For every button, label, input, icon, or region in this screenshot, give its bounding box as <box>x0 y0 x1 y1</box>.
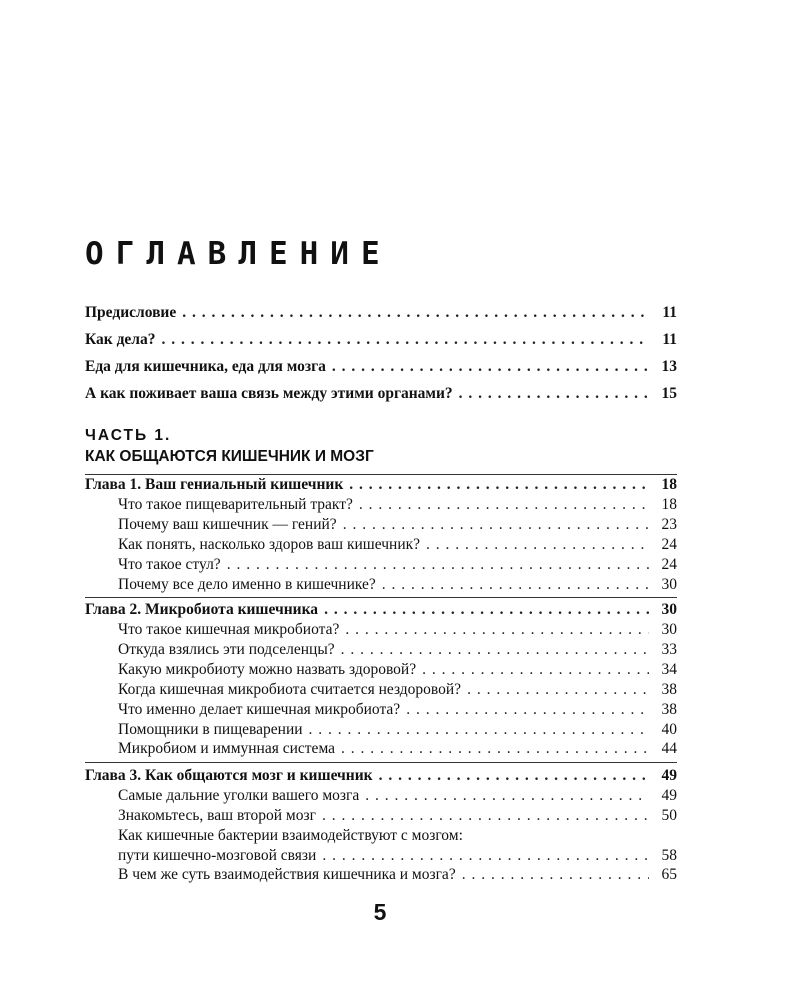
toc-section[interactable] <box>118 700 677 720</box>
section-page: 33 <box>661 641 677 658</box>
dot-leader <box>341 640 649 660</box>
dot-leader <box>322 846 649 866</box>
section-page: 50 <box>661 807 677 824</box>
toc-section[interactable] <box>118 575 677 595</box>
toc-entry-food[interactable] <box>85 357 677 377</box>
dot-leader <box>359 495 649 515</box>
toc-section[interactable] <box>118 535 677 555</box>
toc-entry-label: Предисловие <box>85 304 177 321</box>
page-title: ОГЛАВЛЕНИЕ <box>85 236 392 272</box>
toc-entry-label: А как поживает ваша связь между этими органами? <box>85 385 453 402</box>
section-label: Что именно делает кишечная микробиота? <box>118 701 401 718</box>
chapter-divider <box>85 762 677 763</box>
dot-leader <box>309 720 649 740</box>
dot-leader <box>343 515 649 535</box>
section-page: 65 <box>661 866 677 883</box>
toc-section[interactable] <box>118 846 677 866</box>
toc-section[interactable] <box>118 660 677 680</box>
section-page: 38 <box>661 701 677 718</box>
toc-entry-page: 15 <box>661 385 677 402</box>
section-page: 30 <box>661 576 677 593</box>
section-label: Что такое кишечная микробиота? <box>118 621 340 638</box>
section-label-first-line[interactable]: Как кишечные бактерии взаимодействуют с мозгом: <box>118 827 463 844</box>
toc-entry-page: 13 <box>661 358 677 375</box>
toc-section[interactable] <box>118 806 677 826</box>
page-number: 5 <box>373 899 387 925</box>
section-page: 23 <box>661 516 677 533</box>
dot-leader <box>422 660 649 680</box>
section-label: Какую микробиоту можно назвать здоровой? <box>118 661 417 678</box>
section-label: пути кишечно-мозговой связи <box>118 847 317 864</box>
part-title: КАК ОБЩАЮТСЯ КИШЕЧНИК И МОЗГ <box>85 448 374 465</box>
chapter-title: Глава 1. Ваш гениальный кишечник <box>85 476 344 493</box>
toc-section[interactable] <box>118 640 677 660</box>
toc-chapter-3[interactable] <box>85 766 677 786</box>
section-page: 34 <box>661 661 677 678</box>
toc-section[interactable] <box>118 865 677 885</box>
dot-leader <box>349 475 649 495</box>
dot-leader <box>162 330 649 350</box>
dot-leader <box>365 786 649 806</box>
toc-entry-how-are-you[interactable] <box>85 330 677 350</box>
toc-section[interactable] <box>118 495 677 515</box>
section-page: 24 <box>661 556 677 573</box>
section-label: Что такое пищеварительный тракт? <box>118 496 353 513</box>
toc-entry-connection[interactable] <box>85 384 677 404</box>
dot-leader <box>382 575 649 595</box>
dot-leader <box>345 620 649 640</box>
section-page: 38 <box>661 681 677 698</box>
chapter-divider <box>85 597 677 598</box>
toc-section[interactable] <box>118 720 677 740</box>
section-label: Что такое стул? <box>118 556 221 573</box>
section-label: Когда кишечная микробиота считается нездоровой? <box>118 681 462 698</box>
section-page: 40 <box>661 721 677 738</box>
section-label: В чем же суть взаимодействия кишечника и мозга? <box>118 866 456 883</box>
dot-leader <box>467 680 649 700</box>
toc-entry-foreword[interactable] <box>85 303 677 323</box>
dot-leader <box>462 865 649 885</box>
dot-leader <box>379 766 649 786</box>
toc-entry-label: Как дела? <box>85 331 156 348</box>
toc-section[interactable] <box>118 739 677 759</box>
section-label: Микробиом и иммунная система <box>118 740 336 757</box>
toc-entry-page: 11 <box>662 304 677 321</box>
toc-section[interactable] <box>118 786 677 806</box>
section-label: Как понять, насколько здоров ваш кишечник? <box>118 536 421 553</box>
chapter-page: 18 <box>661 476 677 493</box>
toc-chapter-1[interactable] <box>85 475 677 495</box>
section-page: 30 <box>661 621 677 638</box>
section-page: 18 <box>661 496 677 513</box>
dot-leader <box>182 303 649 323</box>
toc-entry-label: Еда для кишечника, еда для мозга <box>85 358 326 375</box>
section-page: 58 <box>661 847 677 864</box>
section-label: Помощники в пищеварении <box>118 721 303 738</box>
section-page: 24 <box>661 536 677 553</box>
section-label: Почему ваш кишечник — гений? <box>118 516 337 533</box>
section-page: 44 <box>661 740 677 757</box>
chapter-page: 30 <box>661 601 677 618</box>
dot-leader <box>332 357 649 377</box>
toc-section[interactable] <box>118 515 677 535</box>
dot-leader <box>406 700 649 720</box>
section-label: Знакомьтесь, ваш второй мозг <box>118 807 316 824</box>
toc-section[interactable] <box>118 620 677 640</box>
chapter-title: Глава 3. Как общаются мозг и кишечник <box>85 767 373 784</box>
section-page: 49 <box>661 787 677 804</box>
toc-section[interactable] <box>118 555 677 575</box>
dot-leader <box>322 806 649 826</box>
section-label: Откуда взялись эти подселенцы? <box>118 641 335 658</box>
dot-leader <box>426 535 649 555</box>
dot-leader <box>227 555 649 575</box>
section-label: Самые дальние уголки вашего мозга <box>118 787 360 804</box>
toc-section[interactable] <box>118 680 677 700</box>
chapter-title: Глава 2. Микробиота кишечника <box>85 601 319 618</box>
dot-leader <box>341 739 649 759</box>
section-label: Почему все дело именно в кишечнике? <box>118 576 376 593</box>
part-number: ЧАСТЬ 1. <box>85 427 172 444</box>
chapter-page: 49 <box>661 767 677 784</box>
dot-leader <box>459 384 649 404</box>
toc-chapter-2[interactable] <box>85 600 677 620</box>
dot-leader <box>324 600 649 620</box>
toc-entry-page: 11 <box>662 331 677 348</box>
